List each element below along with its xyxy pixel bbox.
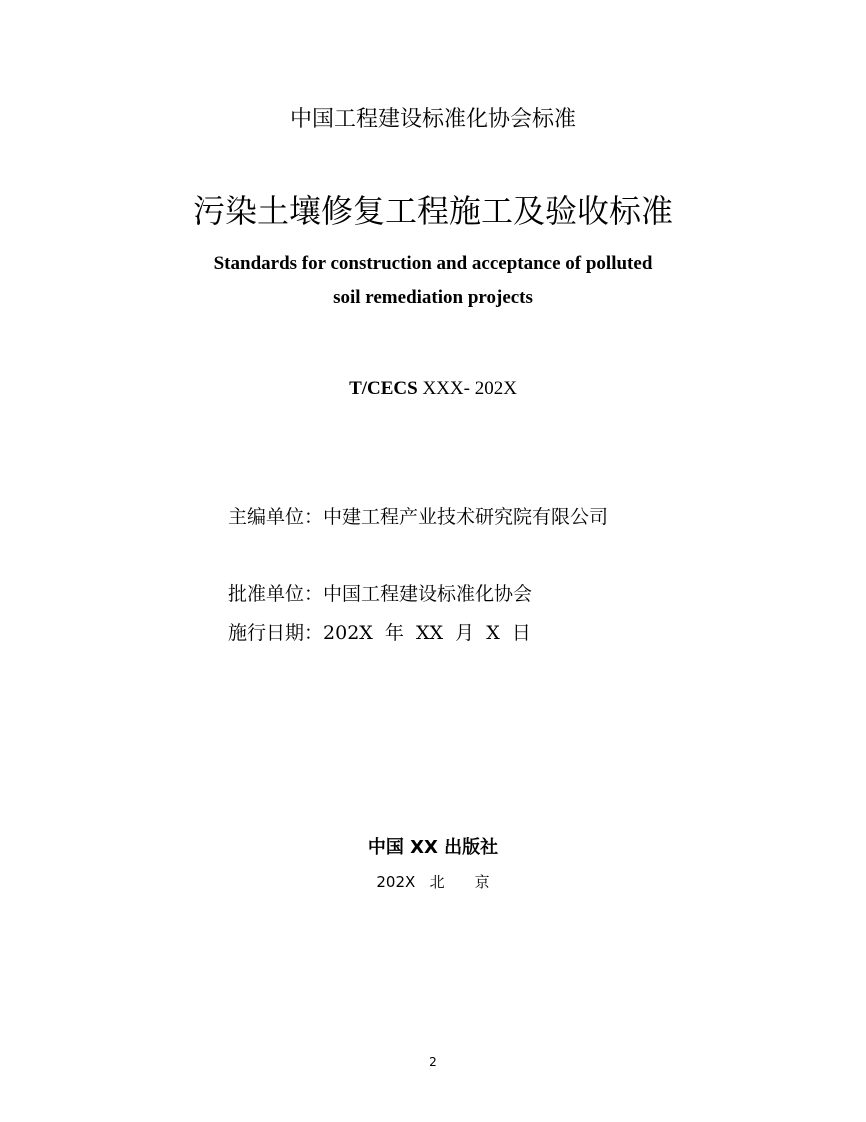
standard-code-prefix: T/CECS	[349, 378, 418, 399]
effective-date-label: 施行日期：	[228, 622, 324, 644]
document-title-en-line2: soil remediation projects	[333, 287, 533, 308]
standard-code	[0, 378, 866, 400]
editor-unit	[228, 502, 608, 529]
standard-code-number: XXX- 202X	[417, 378, 517, 399]
document-title-en-line1: Standards for construction and acceptance of polluted	[213, 253, 653, 274]
effective-date-month: XX	[416, 622, 444, 644]
editor-unit-label: 主编单位：	[228, 506, 324, 528]
approver-unit-value: 中国工程建设标准化协会	[323, 583, 533, 605]
effective-date-day-unit: 日	[511, 622, 531, 644]
approver-unit	[228, 579, 532, 606]
effective-date	[228, 618, 531, 645]
approver-unit-label: 批准单位：	[228, 583, 324, 605]
association-header: 中国工程建设标准化协会标准	[289, 107, 576, 132]
editor-unit-value: 中建工程产业技术研究院有限公司	[323, 506, 609, 528]
publisher-name: 中国 XX 出版社	[367, 837, 499, 858]
page-number: 2	[429, 1055, 437, 1069]
document-title-zh: 污染土壤修复工程施工及验收标准	[192, 192, 673, 230]
publisher-year-city	[0, 871, 866, 892]
effective-date-year: 202X	[323, 622, 373, 644]
effective-date-day: X	[486, 622, 500, 644]
effective-date-month-unit: 月	[455, 622, 475, 644]
publication-year: 202X	[376, 873, 416, 891]
publication-city: 北 京	[429, 873, 490, 891]
effective-date-year-unit: 年	[384, 622, 404, 644]
